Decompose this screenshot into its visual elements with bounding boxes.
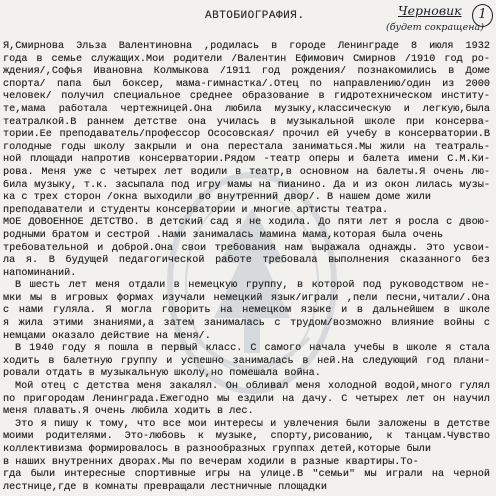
text-line: родными братом и сестрой .Нами занималась мамина мама,которая была очень [3, 229, 444, 241]
text-line: театралкой.В раннем детстве она училась в музыкальной школе при консерва- [3, 116, 490, 128]
text-line: спорта/ папа был боксер, мама-гимнастка/.Отец по направлению/один из 2000 [3, 78, 490, 90]
text-line: напоминаний. [3, 267, 77, 279]
text-line: ной площади напротив консерватории.Рядом -театр оперы и балета имени С.М.Ки- [3, 154, 490, 166]
text-line: лестнице,где в комнаты превращали лестничные площадки [3, 481, 328, 493]
text-line: преподаватели и студенты консерватории и многие артисты театра. [3, 204, 389, 216]
text-line: ждения/,Софья Ивановна Колмыкова /1911 год рождения/ познакомились в Доме [3, 66, 490, 78]
text-line: тории.Ее преподаватель/профессор Ососовская/ прочил ей учебу в консерватории.В [3, 129, 490, 141]
text-line: я жила этими знаниями,а затем занималась с трудом/возможно влияние войны с [3, 318, 490, 330]
document-body [3, 41, 490, 495]
text-line: ровали отдать в музыкальную школу,но помешала война. [3, 368, 321, 380]
text-line: ходить в балетную группу и успешно занималась в ней.На следующий год плани- [3, 355, 490, 367]
text-line: года в семье служащих.Мои родители /Валентин Ефимович Смирнов /1910 год ро- [3, 53, 490, 65]
paragraph-start-line: Это я пишу к тому, что все мои интересы и увлечения были заложены в детстве [15, 418, 490, 430]
paragraph-start-line: Мой отец с детства меня закалял. Он обливал меня холодной водой,много гулял [15, 381, 490, 393]
document-title: АВТОБИОГРАФИЯ. [205, 10, 305, 22]
text-line: ла я. В будущей педагогической работе требовала выполнения сказанного без [3, 255, 490, 267]
text-line: моими родителями. Это-любовь к музыке, спорту,рисованию, к танцам.Чувство [3, 431, 490, 443]
text-line: рова. Меня уже с четырех лет водили в театр,в основном на балеты.Я очень лю- [3, 166, 490, 178]
text-line: била музыку, т.к. засыпала под игру мамы на пианино. Да и из окон лилась музы- [3, 179, 490, 191]
text-line: немцами оказало действие на меня/. [3, 330, 211, 342]
paragraph-start-line: В 1940 году я пошла в первый класс. С самого начала учебы в школе я стала [15, 343, 490, 355]
text-line: в наших внутренних дворах.Мы по вечерам ходили в разные квартиры.То- [3, 456, 419, 468]
text-line: требовательной и доброй.Она свои требования нам выражала однажды. Это усвои- [3, 242, 490, 254]
handwritten-draft-label: Черновик [398, 3, 462, 18]
text-line: гда были интересные спортивные игры на улице.В "семьи" мы играли на черной [3, 469, 490, 481]
text-line: ка с трех сторон /окна выходили во внутренний двор/. В нашем доме жили [3, 192, 431, 204]
text-line: голодные годы школу закрыли и она перестала заниматься.Мы жили на театраль- [3, 141, 490, 153]
text-line: мки мы в игровых формах изучали немецкий язык/играли ,пели песни,читали/.Она [3, 292, 490, 304]
page-number-circled: 1 [472, 4, 493, 27]
text-line: с нами гуляла. Я могла говорить на немецком языке и в дальнейшем в школе [3, 305, 490, 317]
section-heading-line: МОЕ ДОВОЕННОЕ ДЕТСТВО. В детский сад я не ходила. До пяти лет я росла с двою- [3, 217, 490, 229]
text-line: человек/ получил специальное среднее образование в гидротехническом институ- [3, 91, 490, 103]
paragraph-start-line: В шесть лет меня отдали в немецкую группу, в которой под руководством не- [15, 280, 490, 292]
handwritten-note: (будет сокращена) [386, 22, 484, 33]
text-line: меня плавать.Я очень любила ходить в лес. [3, 406, 254, 418]
text-line: Я,Смирнова Эльза Валентиновна ,родилась в городе Ленинграде 8 июля 1932 [3, 41, 490, 52]
text-line: по пригородам Ленинграда.Ежегодно мы ездили на дачу. С четырех лет он научил [3, 393, 490, 405]
text-line: коллективизма формировалось в разнообразных группах детей,которые были [3, 444, 431, 455]
text-line: те,мама работала чертежницей.Она любила музыку,классическую и легкую,была [3, 103, 490, 115]
